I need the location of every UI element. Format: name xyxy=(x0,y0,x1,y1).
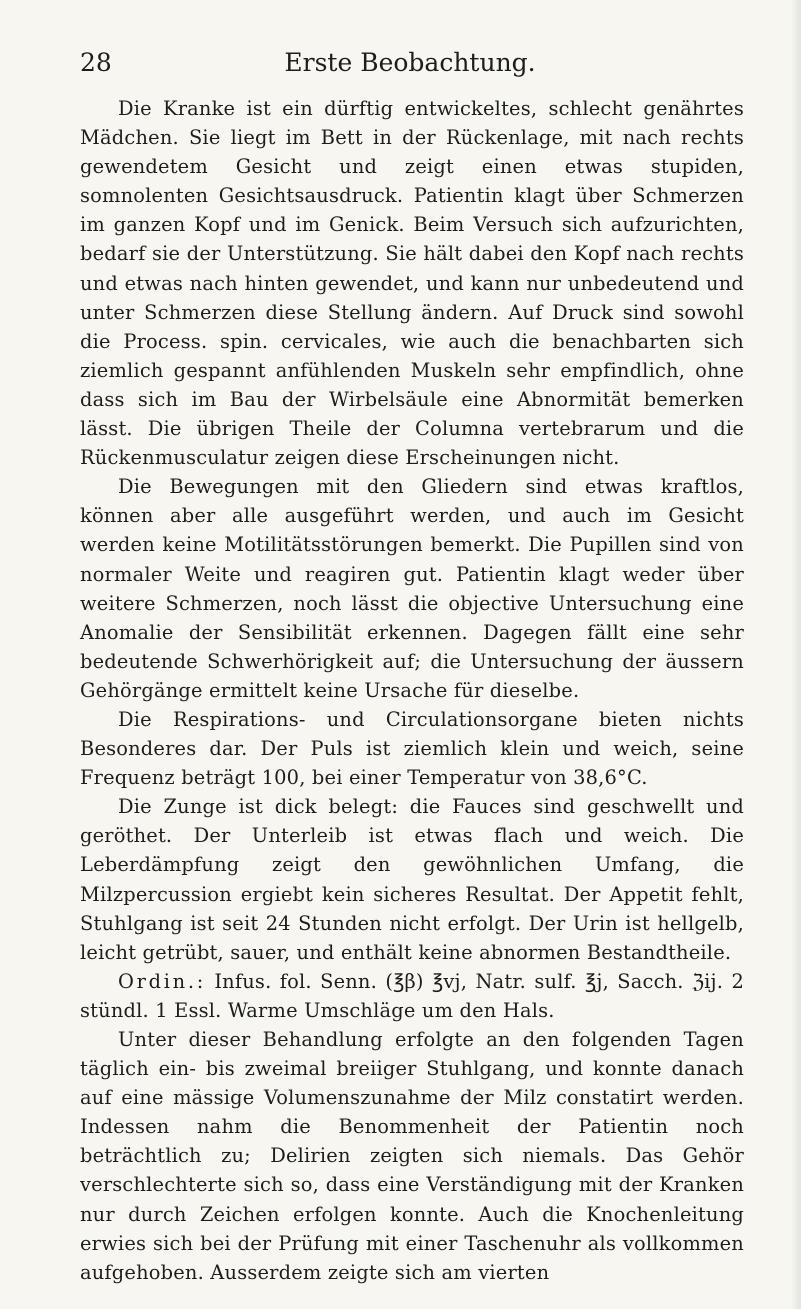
paragraph-patient-condition: Die Kranke ist ein dürftig entwickeltes, schlecht genährtes Mädchen. Sie liegt im Bett in der Rückenlage, mit nach rechts gewendetem Gesicht und zeigt einen etwas stupiden, somnolenten Gesichtsausdruck. Patientin klagt über Schmerzen im ganzen Kopf und im Genick. Beim Versuch sich aufzurichten, bedarf sie der Unterstützung. Sie hält dabei den Kopf nach rechts und etwas nach hinten gewendet, und kann nur unbedeutend und unter Schmerzen diese Stellung ändern. Auf Druck sind sowohl die Process. spin. cervicales, wie auch die benachbarten sich ziemlich gespannt anfühlenden Muskeln sehr empfindlich, ohne dass sich im Bau der Wirbelsäule eine Abnormität bemerken lässt. Die übrigen Theile der Columna vertebrarum und die Rückenmusculatur zeigen diese Erscheinungen nicht. xyxy=(80,97,744,470)
page-number: 28 xyxy=(80,48,112,77)
paragraph-motility-hearing: Die Bewegungen mit den Gliedern sind etwas kraftlos, können aber alle ausgeführt werden, und auch im Gesicht werden keine Motilitätsstörungen bemerkt. Die Pupillen sind von normaler Weite und reagiren gut. Patientin klagt weder über weitere Schmerzen, noch lässt die objective Untersuchung eine Anomalie der Sensibilität erkennen. Dagegen fällt eine sehr bedeutende Schwerhörigkeit auf; die Untersuchung der äussern Gehörgänge ermittelt keine Ursache für dieselbe. xyxy=(80,475,744,702)
body-text xyxy=(80,94,744,1287)
page-header xyxy=(80,48,740,82)
page-edge-shadow xyxy=(791,0,801,1309)
paragraph-respiration-pulse: Die Respirations- und Circulationsorgane bieten nichts Besonderes dar. Der Puls ist ziemlich klein und weich, seine Frequenz beträgt 100, bei einer Temperatur von 38,6°C. xyxy=(80,707,744,790)
prescription-label: Ordin.: xyxy=(118,969,206,993)
paragraph-abdomen-urine: Die Zunge ist dick belegt: die Fauces sind geschwellt und geröthet. Der Unterleib ist etwas flach und weich. Die Leberdämpfung zeigt den gewöhnlichen Umfang, die Milzpercussion ergiebt kein sicheres Resultat. Der Appetit fehlt, Stuhlgang ist seit 24 Stunden nicht erfolgt. Der Urin ist hellgelb, leicht getrübt, sauer, und enthält keine abnormen Bestandtheile. xyxy=(80,795,744,964)
running-title: Erste Beobachtung. xyxy=(284,48,536,77)
paragraph-prescription xyxy=(80,967,744,1025)
paragraph-treatment-course: Unter dieser Behandlung erfolgte an den folgenden Tagen täglich ein- bis zweimal breiiger Stuhlgang, und konnte danach auf eine mässige Volumenszunahme der Milz constatirt werden. Indessen nahm die Benommenheit der Patientin noch beträchtlich zu; Delirien zeigten sich niemals. Das Gehör verschlechterte sich so, dass eine Verständigung mit der Kranken nur durch Zeichen erfolgen konnte. Auch die Knochenleitung erwies sich bei der Prüfung mit einer Taschenuhr als vollkommen aufgehoben. Ausserdem zeigte sich am vierten xyxy=(80,1028,744,1284)
prescription-text: Infus. fol. Senn. (℥β) ℥vj, Natr. sulf. ℥j, Sacch. ℨij. 2 stündl. 1 Essl. Warme Umschläge um den Hals. xyxy=(80,969,744,1022)
